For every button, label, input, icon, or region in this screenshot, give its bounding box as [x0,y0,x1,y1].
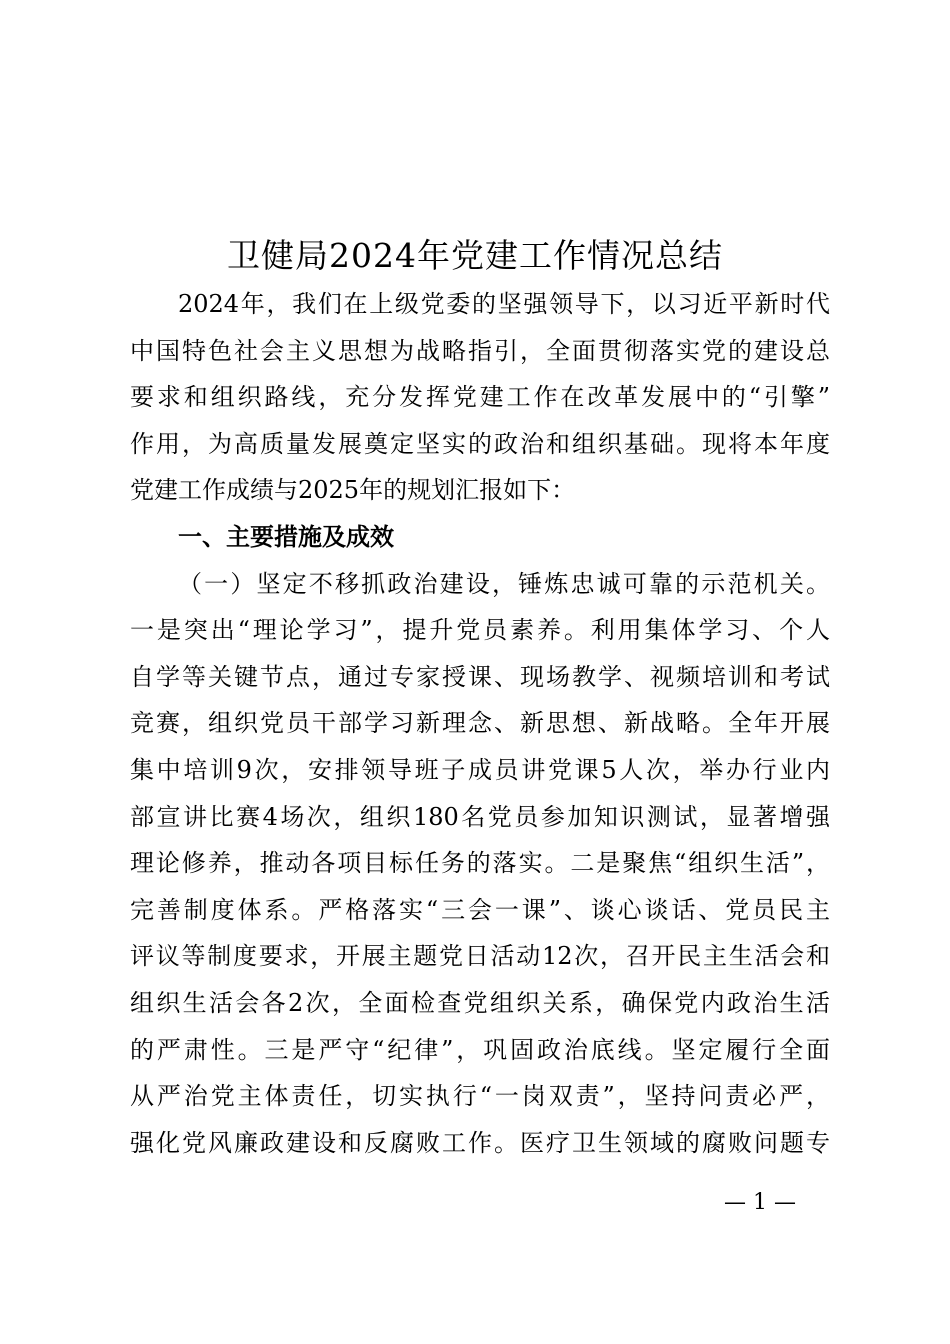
paragraph-line: 从严治党主体责任，切实执行“一岗双责”，坚持问责必严， [130,1082,830,1111]
paragraph-line: 竞赛，组织党员干部学习新理念、新思想、新战略。全年开展 [130,709,830,738]
paragraph-line: 自学等关键节点，通过专家授课、现场教学、视频培训和考试 [130,662,830,691]
paragraph-line: 党建工作成绩与2025年的规划汇报如下： [130,476,576,505]
paragraph-line: 部宣讲比赛4场次，组织180名党员参加知识测试，显著增强 [130,802,830,831]
paragraph-line: 中国特色社会主义思想为战略指引，全面贯彻落实党的建设总 [130,336,830,365]
paragraph-line: 集中培训9次，安排领导班子成员讲党课5人次，举办行业内 [130,755,830,784]
paragraph-line: 完善制度体系。严格落实“三会一课”、谈心谈话、党员民主 [130,895,830,924]
paragraph-line: 2024年，我们在上级党委的坚强领导下，以习近平新时代 [178,290,830,318]
paragraph-line: 强化党风廉政建设和反腐败工作。医疗卫生领域的腐败问题专 [130,1128,830,1157]
document-title: 卫健局2024年党建工作情况总结 [227,236,723,275]
paragraph-line: 评议等制度要求，开展主题党日活动12次，召开民主生活会和 [130,942,830,971]
paragraph-line: 理论修养，推动各项目标任务的落实。二是聚焦“组织生活”， [130,849,830,878]
page-number: — 1 — [724,1190,796,1215]
paragraph-line: 要求和组织路线，充分发挥党建工作在改革发展中的“引擎” [130,383,830,412]
paragraph-line: 的严肃性。三是严守“纪律”，巩固政治底线。坚定履行全面 [130,1035,830,1064]
document-body [130,281,830,1166]
subsection-heading-line: （一）坚定不移抓政治建设，锤炼忠诚可靠的示范机关。 [178,569,830,598]
paragraph-line: 组织生活会各2次，全面检查党组织关系，确保党内政治生活 [130,988,830,1017]
section-heading: 一、主要措施及成效 [178,522,394,551]
paragraph-line: 一是突出“理论学习”，提升党员素养。利用集体学习、个人 [130,616,830,645]
paragraph-line: 作用，为高质量发展奠定坚实的政治和组织基础。现将本年度 [130,429,830,458]
